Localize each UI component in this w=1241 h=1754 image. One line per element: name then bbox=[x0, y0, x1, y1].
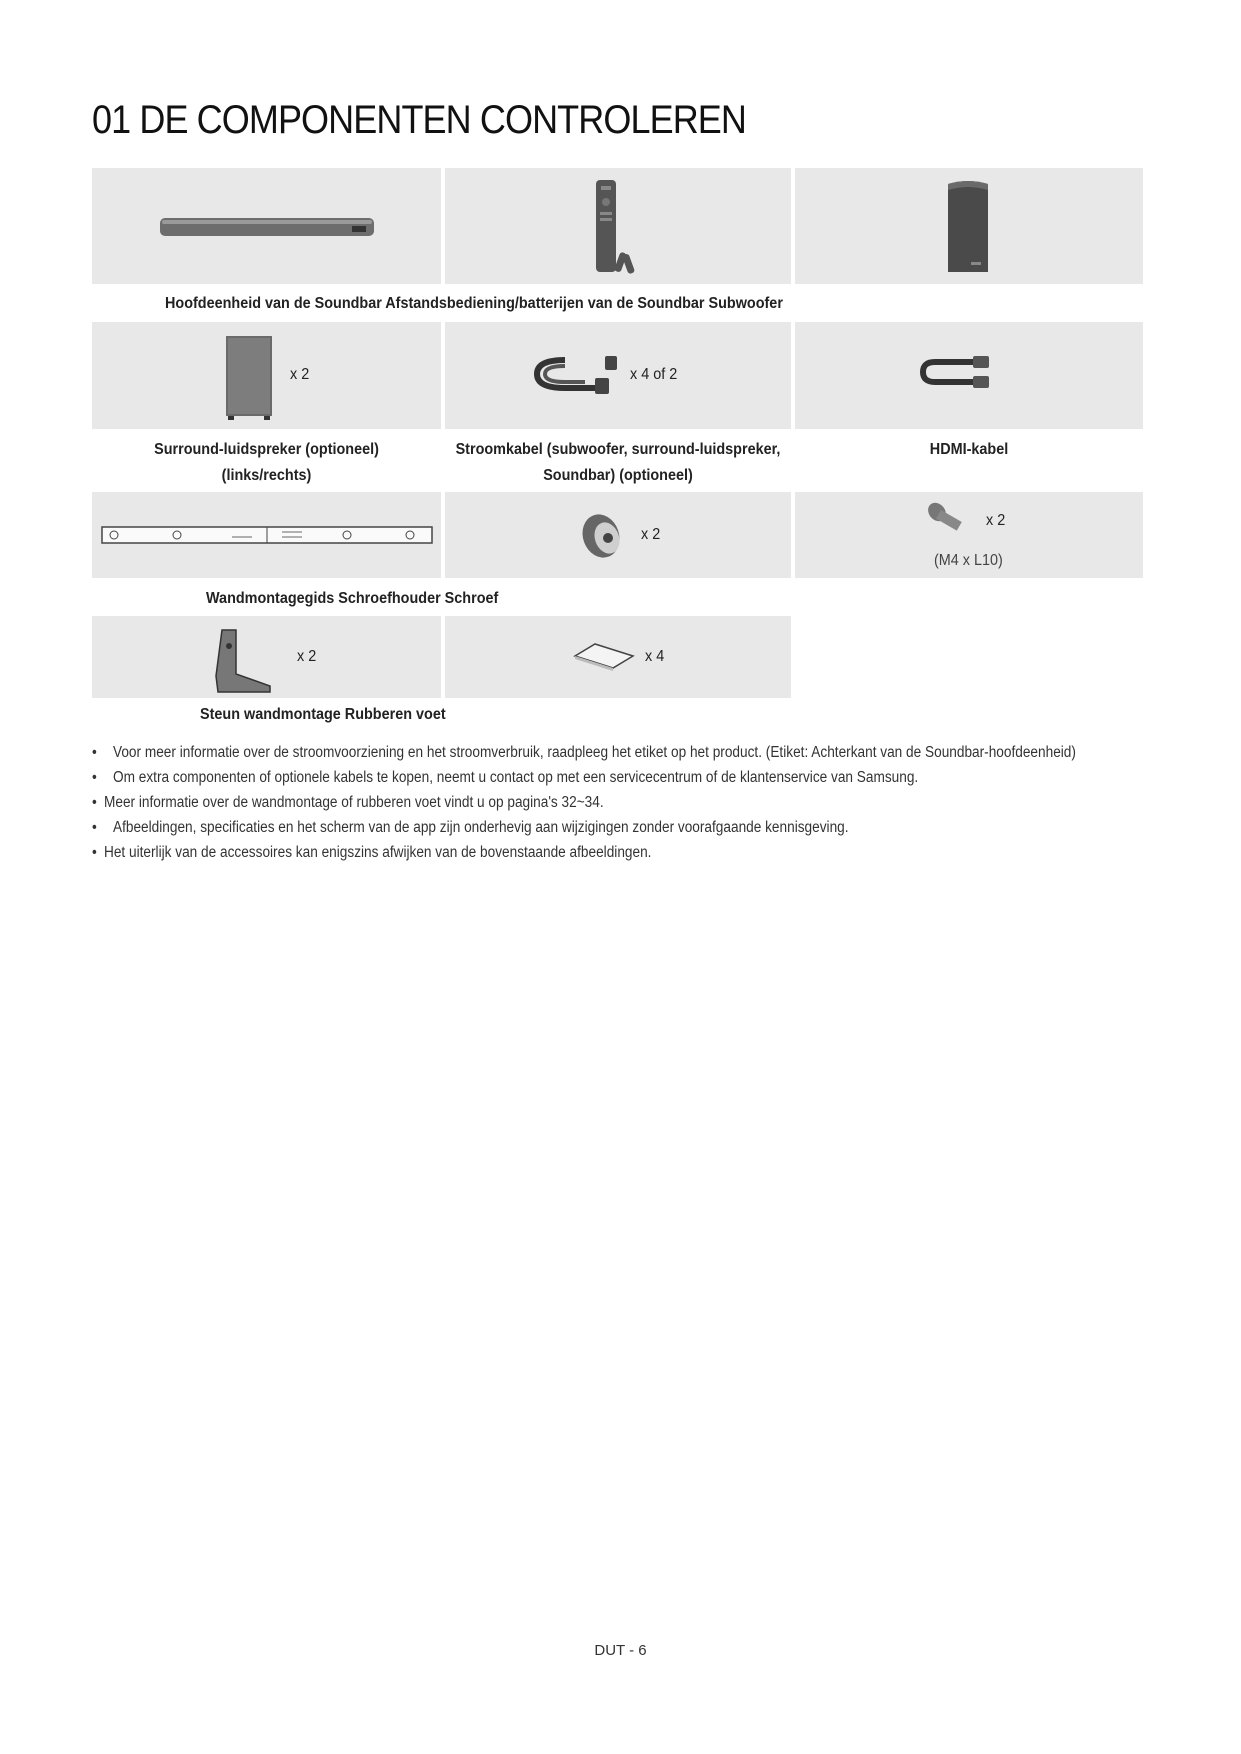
remote-image-cell bbox=[445, 168, 791, 284]
note-5: Het uiterlijk van de accessoires kan enigszins afwijken van de bovenstaande afbeeldingen. bbox=[104, 844, 652, 861]
surround-speaker-illustration bbox=[92, 322, 441, 429]
row3-caption: Wandmontagegids Schroefhouder Schroef bbox=[206, 590, 499, 607]
wall-mount-guide-image-cell bbox=[92, 492, 441, 578]
remote-illustration bbox=[445, 168, 791, 284]
surround-image-cell bbox=[92, 322, 441, 429]
power-cable-label-line1: Stroomkabel (subwoofer, surround-luidspreker, bbox=[455, 441, 781, 458]
power-cable-quantity: x 4 of 2 bbox=[630, 366, 678, 383]
hdmi-label: HDMI-kabel bbox=[929, 441, 1009, 458]
surround-label bbox=[109, 437, 423, 489]
surround-label-line2: (links/rechts) bbox=[221, 467, 312, 484]
note-bullet-4: • bbox=[92, 819, 97, 836]
surround-quantity: x 2 bbox=[290, 366, 310, 383]
soundbar-image-cell bbox=[92, 168, 441, 284]
page-number: DUT - 6 bbox=[594, 1642, 647, 1659]
note-bullet-2: • bbox=[92, 769, 97, 786]
rubber-foot-image-cell bbox=[445, 616, 791, 698]
note-4: Afbeeldingen, specificaties en het scherm van de app zijn onderhevig aan wijzigingen zonder voorafgaande kennisgeving. bbox=[113, 819, 849, 836]
screw-holder-quantity: x 2 bbox=[641, 526, 661, 543]
power-cable-image-cell bbox=[445, 322, 791, 429]
power-cable-label-line2: Soundbar) (optioneel) bbox=[543, 467, 693, 484]
note-1: Voor meer informatie over de stroomvoorziening en het stroomverbruik, raadpleeg het etiket op het product. (Etiket: Achterkant van de Soundbar-hoofdeenheid) bbox=[113, 744, 1076, 761]
wall-mount-guide-illustration bbox=[92, 492, 441, 578]
screw-size: (M4 x L10) bbox=[934, 552, 1003, 569]
surround-label-line1: Surround-luidspreker (optioneel) bbox=[154, 441, 379, 458]
rubber-foot-illustration bbox=[445, 616, 791, 698]
screw-holder-illustration bbox=[445, 492, 791, 578]
screw-image-cell bbox=[795, 492, 1143, 578]
screw-holder-image-cell bbox=[445, 492, 791, 578]
note-3: Meer informatie over de wandmontage of rubberen voet vindt u op pagina's 32~34. bbox=[104, 794, 604, 811]
row1-caption: Hoofdeenheid van de Soundbar Afstandsbediening/batterijen van de Soundbar Subwoofer bbox=[165, 295, 783, 312]
screw-quantity: x 2 bbox=[986, 512, 1006, 529]
hdmi-image-cell bbox=[795, 322, 1143, 429]
power-cable-label bbox=[440, 437, 796, 489]
rubber-foot-quantity: x 4 bbox=[645, 648, 665, 665]
note-2: Om extra componenten of optionele kabels te kopen, neemt u contact op met een servicecentrum of de klantenservice van Samsung. bbox=[113, 769, 919, 786]
bracket-image-cell bbox=[92, 616, 441, 698]
bracket-quantity: x 2 bbox=[297, 648, 317, 665]
power-cable-illustration bbox=[445, 322, 791, 429]
row4-caption: Steun wandmontage Rubberen voet bbox=[200, 706, 446, 723]
note-bullet-1: • bbox=[92, 744, 97, 761]
soundbar-illustration bbox=[92, 168, 441, 284]
hdmi-cable-illustration bbox=[795, 322, 1143, 429]
wall-bracket-illustration bbox=[92, 616, 441, 698]
note-bullet-3: • bbox=[92, 794, 97, 811]
subwoofer-image-cell bbox=[795, 168, 1143, 284]
note-bullet-5: • bbox=[92, 844, 97, 861]
page-title: 01 DE COMPONENTEN CONTROLEREN bbox=[92, 98, 747, 142]
subwoofer-illustration bbox=[795, 168, 1143, 284]
